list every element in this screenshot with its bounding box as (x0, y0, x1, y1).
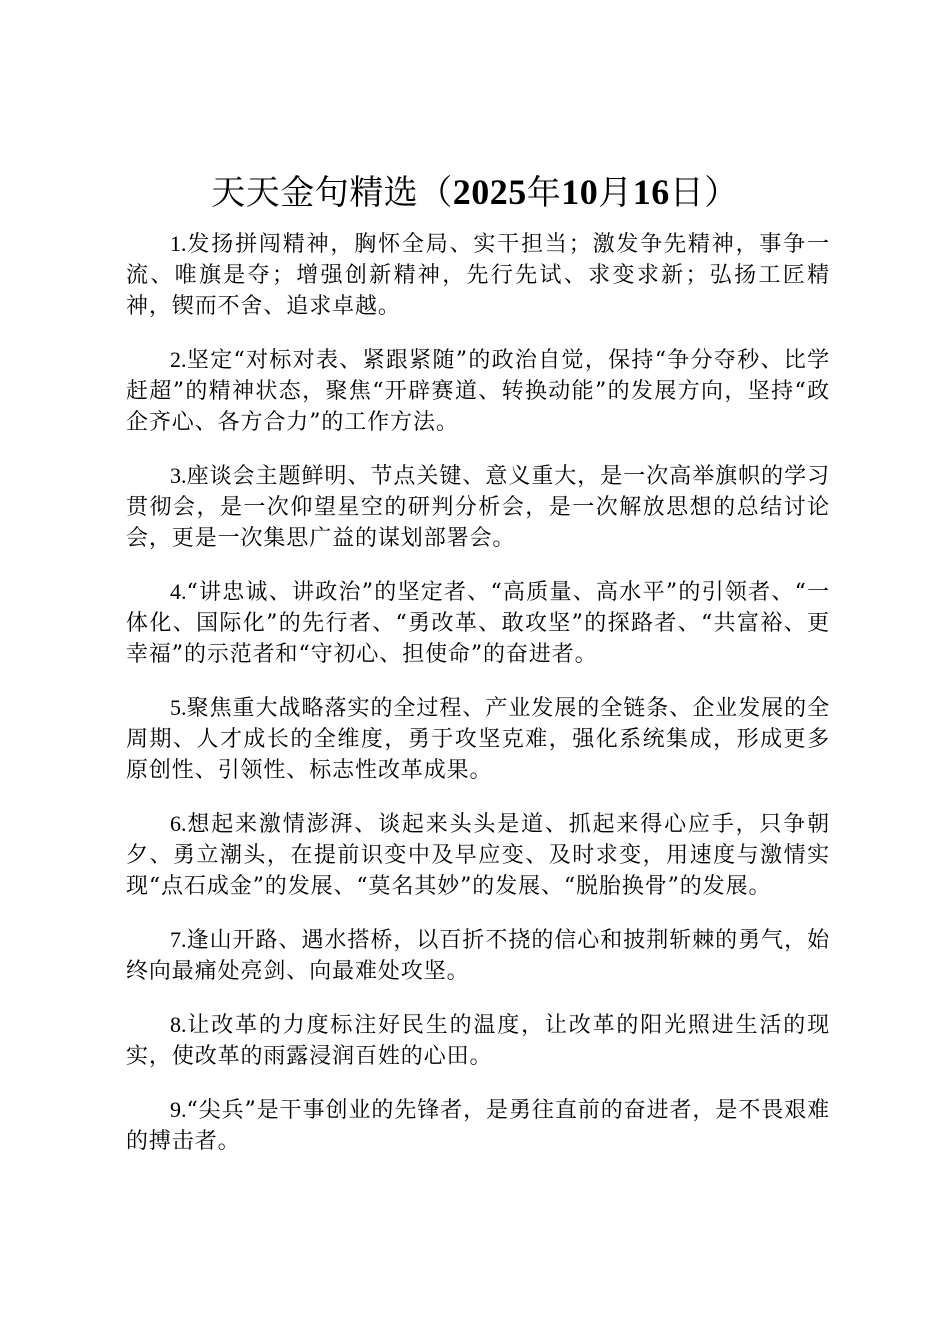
quote-text: 坚定“对标对表、紧跟紧随”的政治自觉，保持“争分夺秒、比学赶超”的精神状态，聚焦“开辟赛道、转换动能”的发展方向，坚持“政企齐心、各方合力”的工作方法。 (126, 348, 830, 435)
quote-index: 9. (170, 1097, 187, 1122)
document-title (0, 168, 950, 217)
quote-index: 2. (170, 347, 187, 372)
title-year: 2025 (452, 172, 527, 212)
quote-item (126, 344, 830, 438)
quote-text: “讲忠诚、讲政治”的坚定者、“高质量、高水平”的引领者、“一体化、国际化”的先行者、“勇改革、敢攻坚”的探路者、“共富裕、更幸福”的示范者和“守初心、担使命”的奋进者。 (126, 580, 830, 667)
title-year-unit: 年 (526, 173, 562, 213)
quote-index: 5. (170, 695, 187, 720)
quote-item (126, 1009, 830, 1072)
quote-item (126, 1094, 830, 1157)
title-month: 10 (561, 172, 599, 212)
quote-item (126, 460, 830, 554)
title-month-unit: 月 (598, 173, 633, 213)
quote-index: 7. (170, 927, 187, 952)
quote-item (126, 228, 830, 322)
quote-text: 发扬拼闯精神，胸怀全局、实干担当；激发争先精神，事争一流、唯旗是夺；增强创新精神，先行先试、求变求新；弘扬工匠精神，锲而不舍、追求卓越。 (126, 232, 830, 319)
quote-text: 逢山开路、遇水搭桥，以百折不挠的信心和披荆斩棘的勇气，始终向最痛处亮剑、向最难处攻坚。 (126, 928, 830, 984)
quote-item (126, 924, 830, 987)
quote-index: 1. (170, 231, 187, 256)
quote-index: 3. (170, 463, 187, 488)
quote-index: 6. (170, 811, 187, 836)
quote-text: 聚焦重大战略落实的全过程、产业发展的全链条、企业发展的全周期、人才成长的全维度，勇于攻坚克难，强化系统集成，形成更多原创性、引领性、标志性改革成果。 (126, 696, 830, 783)
quote-item (126, 808, 830, 902)
quote-text: 让改革的力度标注好民生的温度，让改革的阳光照进生活的现实，使改革的雨露浸润百姓的心田。 (126, 1013, 830, 1069)
quote-list (126, 228, 830, 1179)
title-prefix: 天天金句精选（ (211, 173, 453, 213)
quote-item (126, 576, 830, 670)
quote-text: 座谈会主题鲜明、节点关键、意义重大，是一次高举旗帜的学习贯彻会，是一次仰望星空的研判分析会，是一次解放思想的总结讨论会，更是一次集思广益的谋划部署会。 (126, 464, 830, 551)
title-day: 16 (632, 172, 670, 212)
quote-text: 想起来激情澎湃、谈起来头头是道、抓起来得心应手，只争朝夕、勇立潮头，在提前识变中及早应变、及时求变，用速度与激情实现“点石成金”的发展、“莫名其妙”的发展、“脱胎换骨”的发展。 (126, 812, 830, 899)
quote-item (126, 692, 830, 786)
quote-index: 8. (170, 1012, 187, 1037)
quote-index: 4. (170, 579, 187, 604)
title-day-unit: 日） (669, 173, 739, 213)
quote-text: “尖兵”是干事创业的先锋者，是勇往直前的奋进者，是不畏艰难的搏击者。 (126, 1098, 830, 1154)
